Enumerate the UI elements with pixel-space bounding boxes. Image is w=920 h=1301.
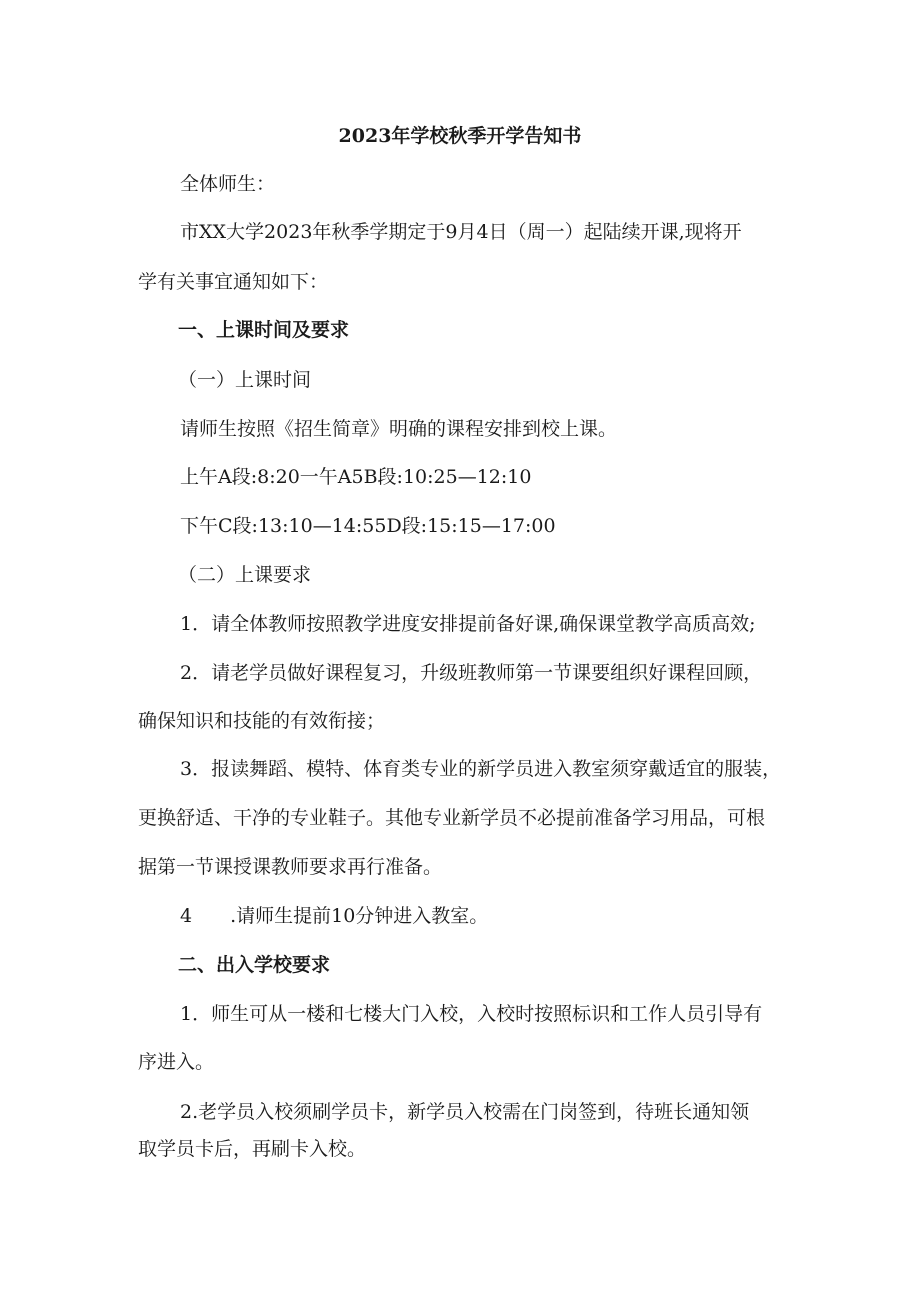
entry-rule-2-line-2: 取学员卡后，再刷卡入校。 xyxy=(138,1138,367,1160)
requirement-3-line-2: 更换舒适、干净的专业鞋子。其他专业新学员不必提前准备学习用品，可根 xyxy=(138,807,766,829)
morning-schedule: 上午A段:8:20一午A5B段:10:25—12:10 xyxy=(180,466,532,488)
document-title: 2023年学校秋季开学告知书 xyxy=(338,125,582,147)
entry-rule-2-line-1: 2.老学员入校须刷学员卡，新学员入校需在门岗签到，待班长通知领 xyxy=(180,1101,750,1123)
requirement-3-line-3: 据第一节课授课教师要求再行准备。 xyxy=(138,856,443,878)
requirement-2-line-1: 2．请老学员做好课程复习，升级班教师第一节课要组织好课程回顾， xyxy=(180,662,763,684)
subsection-2-heading: （二）上课要求 xyxy=(178,564,312,586)
requirement-3-line-1: 3．报读舞蹈、模特、体育类专业的新学员进入教室须穿戴适宜的服装， xyxy=(180,758,782,780)
subsection-1-heading: （一）上课时间 xyxy=(178,369,312,391)
intro-line-2: 学有关事宜通知如下： xyxy=(138,271,329,293)
section-1-heading: 一、上课时间及要求 xyxy=(178,319,350,341)
section-2-heading: 二、出入学校要求 xyxy=(178,954,331,976)
intro-line-1: 市XX大学2023年秋季学期定于9月4日（周一）起陆续开课,现将开 xyxy=(180,221,742,243)
schedule-note: 请师生按照《招生简章》明确的课程安排到校上课。 xyxy=(180,418,618,440)
entry-rule-1-line-1: 1．师生可从一楼和七楼大门入校，入校时按照标识和工作人员引导有 xyxy=(180,1003,763,1025)
afternoon-schedule: 下午C段:13:10—14:55D段:15:15—17:00 xyxy=(180,515,556,537)
requirement-2-line-2: 确保知识和技能的有效衔接； xyxy=(138,710,386,732)
entry-rule-1-line-2: 序进入。 xyxy=(138,1051,215,1073)
salutation: 全体师生： xyxy=(180,173,276,195)
requirement-4-line-1: 4 .请师生提前10分钟进入教室。 xyxy=(180,905,489,927)
requirement-1-line-1: 1．请全体教师按照教学进度安排提前备好课,确保课堂教学高质高效; xyxy=(180,613,756,635)
